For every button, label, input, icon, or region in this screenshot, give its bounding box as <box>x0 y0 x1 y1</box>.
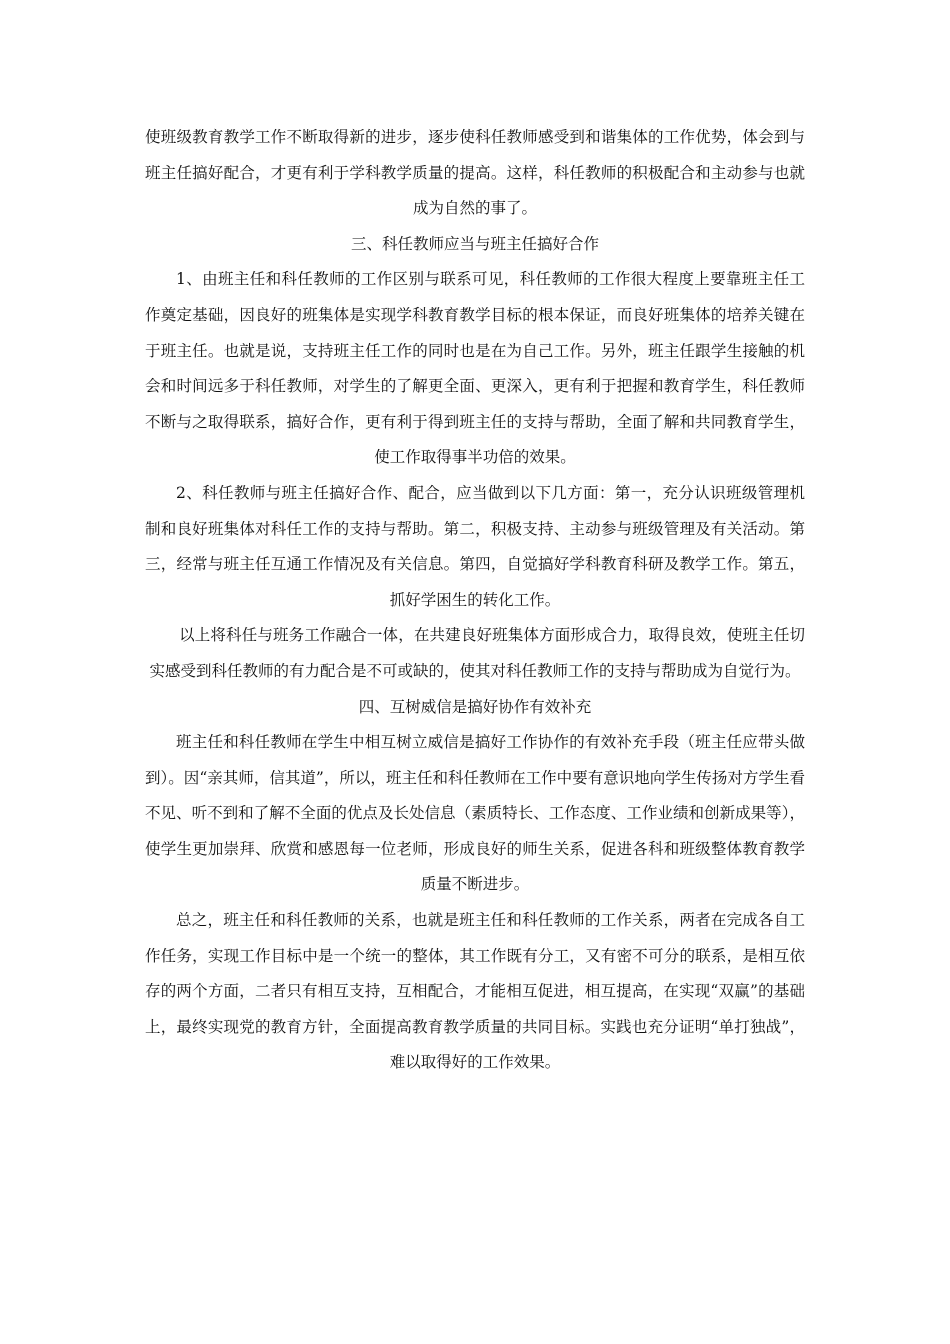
paragraph-point-two: 2、科任教师与班主任搞好合作、配合，应当做到以下几方面：第一，充分认识班级管理机制和良好班集体对科任工作的支持与帮助。第二，积极支持、主动参与班级管理及有关活动。第三，经常与班主任互通工作情况及有关信息。第四，自觉搞好学科教育科研及教学工作。第五，抓好学困生的转化工作。 <box>145 483 805 609</box>
paragraph-intro-continuation: 使班级教育教学工作不断取得新的进步，逐步使科任教师感受到和谐集体的工作优势，体会到与班主任搞好配合，才更有利于学科教学质量的提高。这样，科任教师的积极配合和主动参与也就成为自然的事了。 <box>145 128 805 218</box>
section-heading-four: 四、互树威信是搞好协作有效补充 <box>358 697 592 716</box>
document-body <box>145 120 805 1081</box>
section-heading-three: 三、科任教师应当与班主任搞好合作 <box>350 234 599 253</box>
paragraph-prestige: 班主任和科任教师在学生中相互树立威信是搞好工作协作的有效补充手段（班主任应带头做到）。因“亲其师，信其道”，所以，班主任和科任教师在工作中要有意识地向学生传扬对方学生看不见、听不到和了解不全面的优点及长处信息（素质特长、工作态度、工作业绩和创新成果等），使学生更加崇拜、欣赏和感恩每一位老师，形成良好的师生关系，促进各科和班级整体教育教学质量不断进步。 <box>145 733 805 894</box>
paragraph-conclusion: 总之，班主任和科任教师的关系，也就是班主任和科任教师的工作关系，两者在完成各自工作任务，实现工作目标中是一个统一的整体，其工作既有分工，又有密不可分的联系，是相互依存的两个方面，二者只有相互支持，互相配合，才能相互促进，相互提高，在实现“双赢”的基础上，最终实现党的教育方针，全面提高教育教学质量的共同目标。实践也充分证明“单打独战”，难以取得好的工作效果。 <box>145 911 805 1072</box>
paragraph-summary-three: 以上将科任与班务工作融合一体，在共建良好班集体方面形成合力，取得良效，使班主任切实感受到科任教师的有力配合是不可或缺的，使其对科任教师工作的支持与帮助成为自觉行为。 <box>149 626 805 680</box>
paragraph-point-one: 1、由班主任和科任教师的工作区别与联系可见，科任教师的工作很大程度上要靠班主任工作奠定基础，因良好的班集体是实现学科教育教学目标的根本保证，而良好班集体的培养关键在于班主任。也就是说，支持班主任工作的同时也是在为自己工作。另外，班主任跟学生接触的机会和时间远多于科任教师，对学生的了解更全面、更深入，更有利于把握和教育学生，科任教师不断与之取得联系，搞好合作，更有利于得到班主任的支持与帮助，全面了解和共同教育学生，使工作取得事半功倍的效果。 <box>145 270 805 467</box>
